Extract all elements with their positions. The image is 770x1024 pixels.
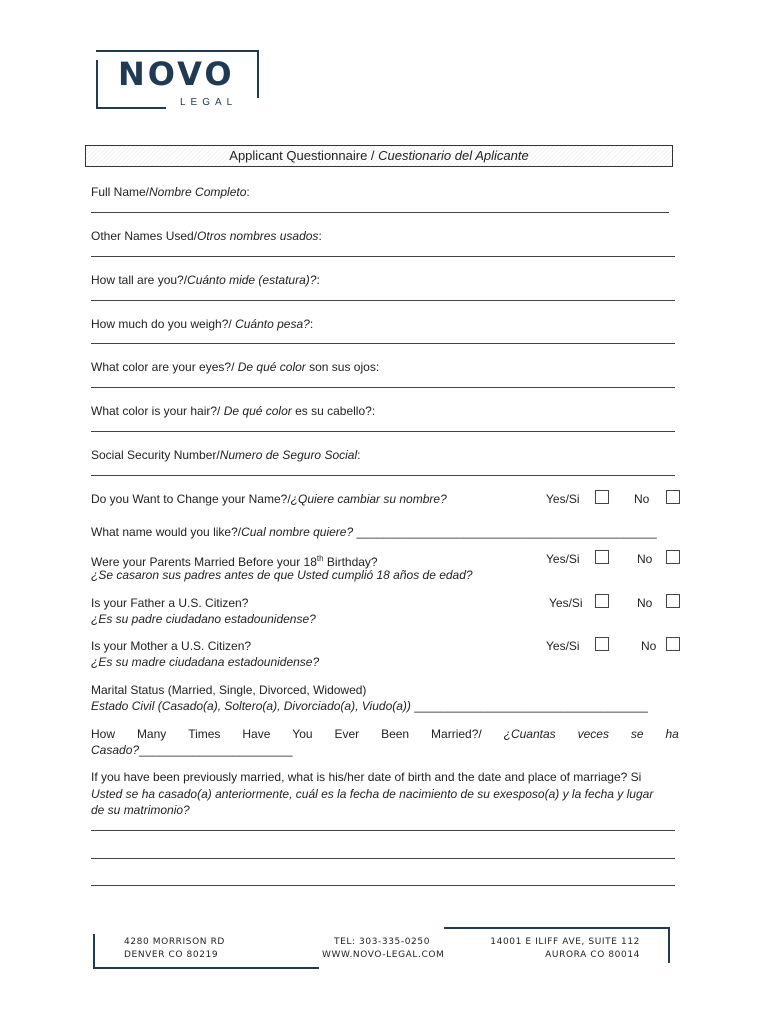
marital-status-label-es: Estado Civil (Casado(a), Soltero(a), Divorciado(a), Viudo(a)) ___________________________________ <box>91 699 648 713</box>
father-citizen-yes-checkbox[interactable] <box>595 594 609 608</box>
previous-marriage-field-1[interactable] <box>91 830 675 831</box>
footer-left-rule <box>93 934 95 968</box>
footer-address-denver: 4280 MORRISON RD DENVER CO 80219 <box>124 937 225 960</box>
times-married-question: How Many Times Have You Ever Been Married?/ ¿Cuantas veces se ha <box>91 727 679 741</box>
parents-married-yes-label: Yes/Si <box>546 552 580 566</box>
height-label: How tall are you?/Cuánto mide (estatura)?: <box>91 273 320 287</box>
weight-field[interactable] <box>91 343 675 344</box>
ssn-label: Social Security Number/Numero de Seguro Social: <box>91 448 361 462</box>
change-name-question: Do you Want to Change your Name?/¿Quiere cambiar su nombre? <box>91 492 447 506</box>
mother-citizen-question-es: ¿Es su madre ciudadana estadounidense? <box>91 655 320 669</box>
previous-marriage-question-es2: de su matrimonio? <box>91 803 190 817</box>
logo-frame-right <box>257 50 259 98</box>
logo-frame-top <box>96 50 258 52</box>
footer-address-aurora: 14001 E ILIFF AVE, SUITE 112 AURORA CO 80014 <box>490 937 640 960</box>
previous-marriage-question-es: Usted se ha casado(a) anteriormente, cuál es la fecha de nacimiento de su exesposo(a) y la fecha y lugar <box>91 787 654 801</box>
weight-label: How much do you weigh?/ Cuánto pesa?: <box>91 317 314 331</box>
logo-subtitle: LEGAL <box>180 97 238 108</box>
parents-married-question-es: ¿Se casaron sus padres antes de que Usted cumplió 18 años de edad? <box>91 568 473 582</box>
change-name-no-checkbox[interactable] <box>666 490 680 504</box>
change-name-yes-checkbox[interactable] <box>595 490 609 504</box>
previous-marriage-field-2[interactable] <box>91 858 675 859</box>
form-title <box>85 145 673 167</box>
mother-citizen-question: Is your Mother a U.S. Citizen? <box>91 639 252 653</box>
mother-citizen-yes-label: Yes/Si <box>546 639 580 653</box>
full-name-field[interactable] <box>91 212 669 213</box>
title-english: Applicant Questionnaire / <box>229 148 379 163</box>
previous-marriage-field-3[interactable] <box>91 885 675 886</box>
new-name-field[interactable]: _____________________________________________ <box>353 525 657 539</box>
hair-color-field[interactable] <box>91 431 675 432</box>
footer-bottom-rule <box>93 967 319 969</box>
other-names-field[interactable] <box>91 256 675 257</box>
marital-status-field[interactable]: ___________________________________ <box>410 699 648 713</box>
footer-right-rule <box>668 927 670 963</box>
father-citizen-question-es: ¿Es su padre ciudadano estadounidense? <box>91 612 316 626</box>
footer-contact: TEL: 303-335-0250 WWW.NOVO-LEGAL.COM <box>322 937 445 960</box>
mother-citizen-no-checkbox[interactable] <box>666 637 680 651</box>
footer-top-rule <box>444 927 670 929</box>
other-names-label: Other Names Used/Otros nombres usados: <box>91 229 322 243</box>
hair-color-label: What color is your hair?/ De qué color es su cabello?: <box>91 404 376 418</box>
mother-citizen-yes-checkbox[interactable] <box>595 637 609 651</box>
parents-married-no-label: No <box>637 552 653 566</box>
eye-color-label: What color are your eyes?/ De qué color son sus ojos: <box>91 360 380 374</box>
height-field[interactable] <box>91 300 675 301</box>
father-citizen-yes-label: Yes/Si <box>549 596 583 610</box>
logo-frame-bottom <box>96 107 166 109</box>
website-link[interactable]: WWW.NOVO-LEGAL.COM <box>322 950 445 960</box>
times-married-question-line2: Casado?_______________________ <box>91 743 293 757</box>
title-spanish: Cuestionario del Aplicante <box>378 148 529 163</box>
eye-color-field[interactable] <box>91 387 675 388</box>
mother-citizen-no-label: No <box>641 639 657 653</box>
previous-marriage-question: If you have been previously married, what is his/her date of birth and the date and place of marriage? Si <box>91 770 642 784</box>
change-name-yes-label: Yes/Si <box>546 492 580 506</box>
ssn-field[interactable] <box>91 475 675 476</box>
father-citizen-question: Is your Father a U.S. Citizen? <box>91 596 249 610</box>
logo-frame-left <box>96 60 98 108</box>
father-citizen-no-checkbox[interactable] <box>666 594 680 608</box>
parents-married-no-checkbox[interactable] <box>666 550 680 564</box>
new-name-question: What name would you like?/Cual nombre quiere? _____________________________________________ <box>91 525 657 539</box>
parents-married-yes-checkbox[interactable] <box>595 550 609 564</box>
times-married-field[interactable]: _______________________ <box>139 743 293 757</box>
change-name-no-label: No <box>634 492 650 506</box>
logo-wordmark: NOVO <box>118 55 235 93</box>
father-citizen-no-label: No <box>637 596 653 610</box>
marital-status-label: Marital Status (Married, Single, Divorced, Widowed) <box>91 683 367 697</box>
parents-married-question: Were your Parents Married Before your 18th Birthday? <box>91 554 378 569</box>
full-name-label: Full Name/Nombre Completo: <box>91 185 250 199</box>
